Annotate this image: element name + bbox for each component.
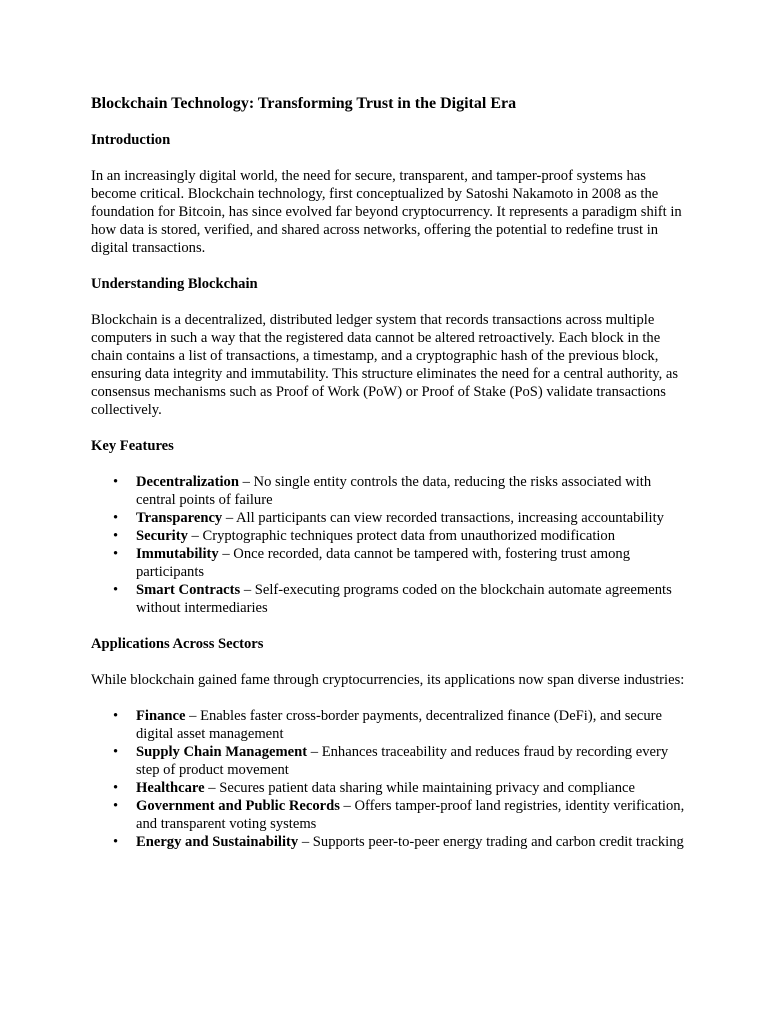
list-item-term: Government and Public Records: [136, 798, 340, 814]
bullet-icon: •: [113, 834, 119, 850]
list-item: [91, 797, 691, 833]
list-item: [91, 545, 691, 581]
list-item-term: Security: [136, 528, 188, 544]
list-item: [91, 743, 691, 779]
applications-list: [91, 707, 691, 851]
list-item-text: – No single entity controls the data, reducing the risks associated with central points of failure: [136, 474, 652, 508]
list-item-term: Energy and Sustainability: [136, 834, 299, 850]
section-heading-understanding-blockchain: Understanding Blockchain: [91, 276, 258, 292]
bullet-icon: •: [113, 546, 119, 562]
list-item-text: – Enables faster cross-border payments, decentralized finance (DeFi), and secure digital asset management: [136, 708, 662, 742]
document-title: Blockchain Technology: Transforming Trust in the Digital Era: [91, 95, 517, 112]
understanding-paragraph: Blockchain is a decentralized, distributed ledger system that records transactions across multiple computers in such a way that the registered data cannot be altered retroactively. Each block in the chain contains a list of transactions, a timestamp, and a cryptographic hash of the previous block, ensuring data integrity and immutability. This structure eliminates the need for a central authority, as consensus mechanisms such as Proof of Work (PoW) or Proof of Stake (PoS) validate transactions collectively.: [91, 312, 679, 418]
list-item-term: Decentralization: [136, 474, 239, 490]
introduction-paragraph: In an increasingly digital world, the need for secure, transparent, and tamper-proof systems has become critical. Blockchain technology, first conceptualized by Satoshi Nakamoto in 2008 as the foundation for Bitcoin, has since evolved far beyond cryptocurrency. It represents a paradigm shift in how data is stored, verified, and shared across networks, offering the potential to redefine trust in digital transactions.: [91, 168, 682, 256]
bullet-icon: •: [113, 582, 119, 598]
section-heading-key-features: Key Features: [91, 438, 174, 454]
list-item-term: Supply Chain Management: [136, 744, 308, 760]
list-item-text: – Cryptographic techniques protect data from unauthorized modification: [187, 528, 616, 544]
list-item-text: – Supports peer-to-peer energy trading and carbon credit tracking: [298, 834, 684, 850]
list-item: [91, 473, 691, 509]
list-item: [91, 527, 691, 545]
list-item: [91, 509, 691, 527]
bullet-icon: •: [113, 744, 119, 760]
bullet-icon: •: [113, 708, 119, 724]
section-heading-applications: Applications Across Sectors: [91, 636, 264, 652]
bullet-icon: •: [113, 474, 119, 490]
key-features-list: [91, 473, 691, 617]
bullet-icon: •: [113, 528, 119, 544]
document-page: [91, 94, 691, 869]
bullet-icon: •: [113, 798, 119, 814]
list-item: [91, 707, 691, 743]
list-item: [91, 833, 691, 851]
section-heading-introduction: Introduction: [91, 132, 171, 148]
list-item: [91, 779, 691, 797]
applications-paragraph: While blockchain gained fame through cryptocurrencies, its applications now span diverse industries:: [91, 672, 685, 688]
list-item-text: – Secures patient data sharing while maintaining privacy and compliance: [204, 780, 635, 796]
list-item: [91, 581, 691, 617]
list-item-text: – Enhances traceability and reduces fraud by recording every step of product movement: [136, 744, 669, 778]
list-item-term: Transparency: [136, 510, 223, 526]
bullet-icon: •: [113, 780, 119, 796]
list-item-term: Finance: [136, 708, 186, 724]
list-item-term: Healthcare: [136, 780, 205, 796]
list-item-text: – All participants can view recorded transactions, increasing accountability: [222, 510, 664, 526]
list-item-text: – Self-executing programs coded on the blockchain automate agreements without intermediaries: [136, 582, 672, 616]
bullet-icon: •: [113, 510, 119, 526]
list-item-text: – Offers tamper-proof land registries, identity verification, and transparent voting systems: [136, 798, 685, 832]
list-item-term: Smart Contracts: [136, 582, 241, 598]
list-item-term: Immutability: [136, 546, 219, 562]
list-item-text: – Once recorded, data cannot be tampered with, fostering trust among participants: [136, 546, 631, 580]
